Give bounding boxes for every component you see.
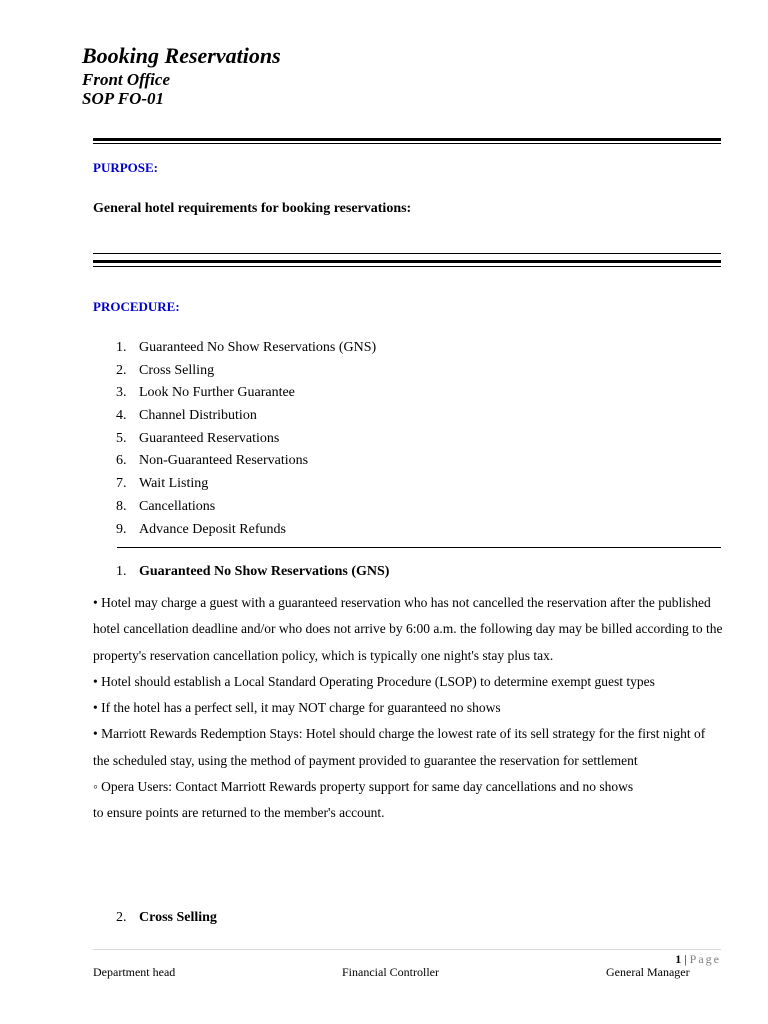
list-item-label: Guaranteed Reservations [139,430,280,446]
section-1-number: 1. [116,564,127,579]
list-item-label: Non-Guaranteed Reservations [139,453,309,469]
list-item [116,384,376,407]
list-item-number: 6. [116,453,127,469]
purpose-rule-thin-2 [93,266,721,267]
department-name: Front Office [82,70,170,89]
signature-financial-controller: Financial Controller [342,965,439,979]
document-title: Booking Reservations [82,43,281,68]
list-item-number: 9. [116,521,127,537]
page-word: Page [689,952,721,966]
section-2-number: 2. [116,910,127,925]
list-item [116,407,376,430]
header-rule-thick [93,138,721,141]
list-item-label: Cancellations [139,498,216,514]
procedure-list [116,339,376,543]
purpose-rule-thick [93,260,721,263]
page-number [675,952,721,966]
body-paragraph: ◦ Opera Users: Contact Marriott Rewards property support for same day cancellations and no shows [93,779,634,795]
body-paragraph: • If the hotel has a perfect sell, it may NOT charge for guaranteed no shows [93,700,501,716]
procedure-label: PROCEDURE: [93,299,180,314]
list-item-label: Look No Further Guarantee [139,385,295,401]
footer-rule [93,949,721,950]
purpose-label: PURPOSE: [93,160,158,175]
header-rule-thin [93,143,721,144]
list-item-label: Wait Listing [139,476,209,492]
list-item-number: 5. [116,430,127,446]
list-divider [117,547,721,548]
sop-code: SOP FO-01 [82,89,165,108]
list-item-label: Channel Distribution [139,408,257,424]
list-item-number: 8. [116,498,127,514]
list-item-label: Guaranteed No Show Reservations (GNS) [139,340,377,355]
list-item [116,430,376,453]
list-item [116,521,376,544]
body-paragraph: • Hotel may charge a guest with a guaranteed reservation who has not cancelled the reservation after the published hotel cancellation deadline and/or who does not arrive by 6:00 a.m. the following day may be billed according to the property's reservation cancellation policy, which is typically one night's stay plus tax. [93,595,723,663]
section-1-heading [116,563,389,580]
list-item [116,452,376,475]
list-item [116,362,376,385]
purpose-text: General hotel requirements for booking reservations: [93,201,412,216]
list-item-number: 7. [116,476,127,492]
list-item-number: 1. [116,340,127,355]
section-2-heading [116,909,217,926]
list-item [116,498,376,521]
list-item-label: Advance Deposit Refunds [139,521,286,537]
list-item-number: 2. [116,362,127,378]
list-item [116,339,376,362]
list-item [116,475,376,498]
list-item-number: 4. [116,408,127,424]
section-2-title: Cross Selling [139,910,217,925]
section-1-body [93,590,723,827]
signature-general-manager: General Manager [606,965,690,979]
section-1-title: Guaranteed No Show Reservations (GNS) [139,564,390,579]
page-number-value: 1 [675,952,682,966]
purpose-rule-thin [93,253,721,254]
body-paragraph: to ensure points are returned to the member's account. [93,805,385,821]
page-number-separator: | [681,952,690,966]
signature-department-head: Department head [93,965,176,979]
list-item-number: 3. [116,385,127,401]
body-paragraph: • Hotel should establish a Local Standard Operating Procedure (LSOP) to determine exempt guest types [93,673,655,689]
list-item-label: Cross Selling [139,362,215,378]
body-paragraph: • Marriott Rewards Redemption Stays: Hotel should charge the lowest rate of its sell strategy for the first night of the scheduled stay, using the method of payment provided to guarantee the reservation for settlement [93,726,706,768]
